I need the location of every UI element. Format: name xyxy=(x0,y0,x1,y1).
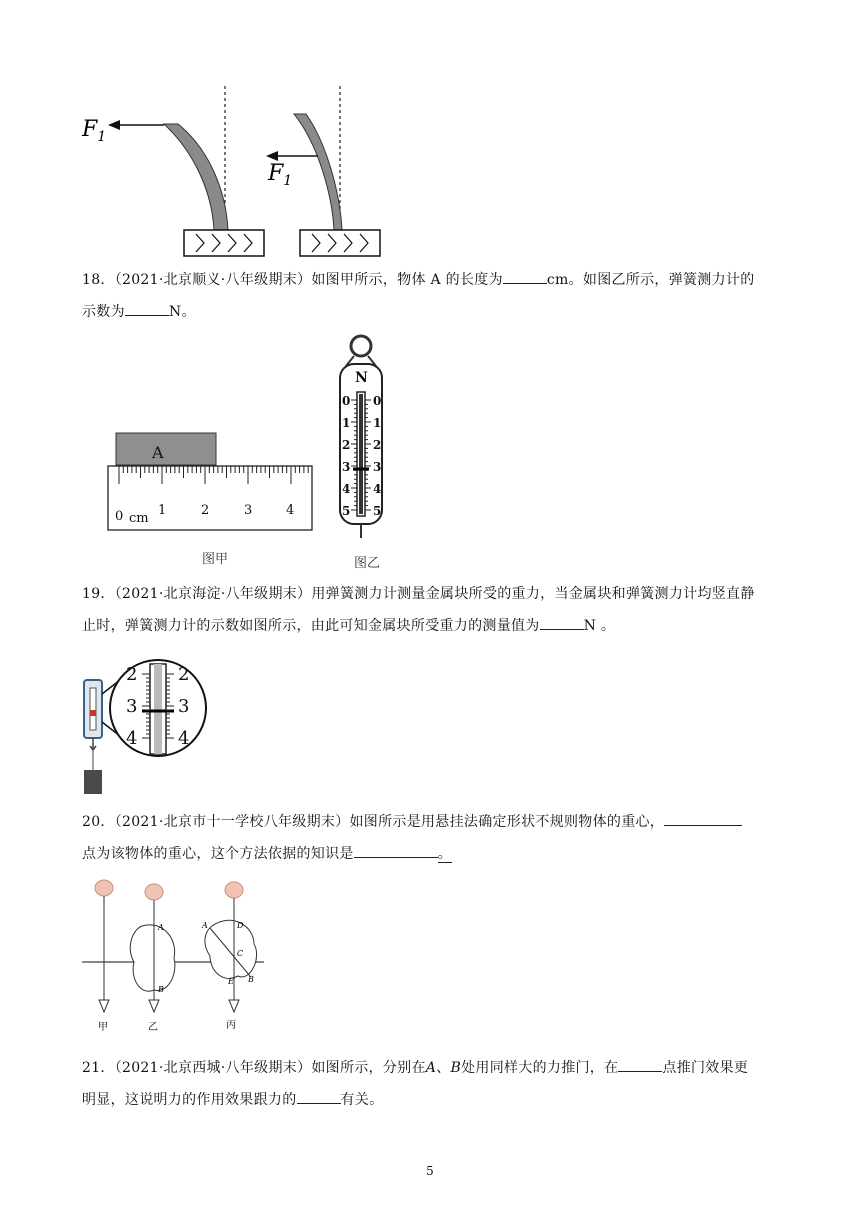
answer-blank[interactable] xyxy=(297,1089,341,1104)
answer-blank[interactable] xyxy=(125,301,169,316)
answer-blank[interactable] xyxy=(354,843,438,858)
ruler-tick-label: 3 xyxy=(244,503,253,518)
caption-fig-a: 图甲 xyxy=(202,552,229,567)
point-label-a: A xyxy=(158,923,164,932)
point-label-e: E xyxy=(228,977,234,986)
question-20: 20．（2021·北京市十一学校八年级期末）如图所示是用悬挂法确定形状不规则物体的重心， 点为该物体的重心，这个方法依据的知识是 。 xyxy=(82,806,782,870)
metal-block xyxy=(84,770,102,794)
spring-tick-label-right: 4 xyxy=(373,482,382,496)
plumb-bob xyxy=(149,1000,159,1012)
ruler-unit: cm xyxy=(129,511,149,526)
hand-icon xyxy=(225,882,243,898)
point-label-b: B xyxy=(248,975,254,984)
object-a xyxy=(116,433,216,465)
ruler-tick-label: 0 xyxy=(115,509,124,524)
hand-icon xyxy=(95,880,113,896)
bent-rod-left xyxy=(164,124,228,230)
point-label-a: A xyxy=(202,921,208,930)
object-a-label: A xyxy=(152,443,164,462)
caption-fig-b: 图乙 xyxy=(354,556,381,571)
arrow-head-right xyxy=(266,151,278,161)
plumb-bob xyxy=(99,1000,109,1012)
spring-tick-label-left: 0 xyxy=(342,394,351,408)
irregular-body-bing xyxy=(205,920,257,978)
spring-tick-label-right: 1 xyxy=(373,416,382,430)
answer-blank[interactable] xyxy=(618,1057,662,1072)
question-number: 18． xyxy=(82,272,115,288)
answer-blank[interactable] xyxy=(664,811,742,826)
force-label-left: $F_1$ xyxy=(82,117,107,145)
caption-jia: 甲 xyxy=(98,1022,108,1033)
caption-yi: 乙 xyxy=(148,1022,158,1033)
answer-blank[interactable] xyxy=(540,615,584,630)
hand-icon xyxy=(145,884,163,900)
spring-tick-label-right: 0 xyxy=(373,394,382,408)
spring-tick-label-left: 3 xyxy=(342,460,351,474)
zoom-tick-label-left: 2 xyxy=(126,664,138,685)
spring-tick-label-right: 2 xyxy=(373,438,382,452)
spring-tick-label-left: 5 xyxy=(342,504,351,518)
irregular-body-yi xyxy=(130,925,175,991)
question-source: （2021·北京西城·八年级期末） xyxy=(114,1060,312,1076)
bent-rod-right xyxy=(294,114,342,230)
zoom-tick-label-left: 3 xyxy=(126,696,138,717)
zoom-tick-label-right: 4 xyxy=(178,728,190,749)
zoom-tick-label-right: 2 xyxy=(178,664,190,685)
small-spring-hook xyxy=(90,738,96,750)
point-label-d: D xyxy=(237,921,244,930)
ruler-tick-label: 4 xyxy=(286,503,295,518)
caption-bing: 丙 xyxy=(226,1020,236,1031)
answer-blank[interactable] xyxy=(503,269,547,284)
question-19: 19．（2021·北京海淀·八年级期末）用弹簧测力计测量金属块所受的重力，当金属块和弹簧测力计均竖直静 止时，弹簧测力计的示数如图所示，由此可知金属块所受重力的测量值为 N 。 xyxy=(82,586,755,634)
zoom-tick-label-left: 4 xyxy=(126,728,138,749)
question-18: 18．（2021·北京顺义·八年级期末）如图甲所示，物体 A 的长度为 cm。如图乙所示，弹簧测力计的 示数为 N。 xyxy=(82,264,782,328)
question-source: （2021·北京顺义·八年级期末） xyxy=(114,272,312,288)
page-number: 5 xyxy=(426,1164,434,1178)
question-21: 21．（2021·北京西城·八年级期末）如图所示，分别在A、B处用同样大的力推门，在 点推门效果更 明显，这说明力的作用效果跟力的 有关。 xyxy=(82,1052,782,1116)
plumb-bob xyxy=(229,1000,239,1012)
question-source: （2021·北京海淀·八年级期末） xyxy=(114,586,312,602)
spring-indicator-bar xyxy=(359,394,363,514)
spring-tick-label-right: 5 xyxy=(373,504,382,518)
point-label-c: C xyxy=(237,949,244,958)
ruler-tick-label: 1 xyxy=(158,503,167,518)
spring-tick-label-left: 4 xyxy=(342,482,351,496)
question-number: 21． xyxy=(82,1060,115,1076)
zoom-tick-label-right: 3 xyxy=(178,696,190,717)
figure-spring-scale xyxy=(336,332,386,544)
spring-tick-label-left: 1 xyxy=(342,416,351,430)
force-label-right: $F_1$ xyxy=(268,161,293,189)
question-number: 19． xyxy=(82,586,115,602)
arrow-head-left xyxy=(108,120,120,130)
figure-ruler xyxy=(104,430,316,534)
zoom-indicator xyxy=(154,664,162,754)
small-spring-marker xyxy=(90,710,96,716)
figure-suspension xyxy=(82,878,264,1036)
question-source: （2021·北京市十一学校八年级期末） xyxy=(114,814,350,830)
spring-ring xyxy=(351,336,371,356)
figure-bent-rods xyxy=(78,84,388,260)
question-number: 20． xyxy=(82,814,115,830)
ruler-tick-label: 2 xyxy=(201,503,210,518)
spring-tick-label-right: 3 xyxy=(373,460,382,474)
figure-spring-zoom xyxy=(80,654,210,798)
spring-tick-label-left: 2 xyxy=(342,438,351,452)
small-spring-slot xyxy=(90,688,96,730)
point-label-b: B xyxy=(158,985,164,994)
spring-unit-label: N xyxy=(355,370,368,386)
